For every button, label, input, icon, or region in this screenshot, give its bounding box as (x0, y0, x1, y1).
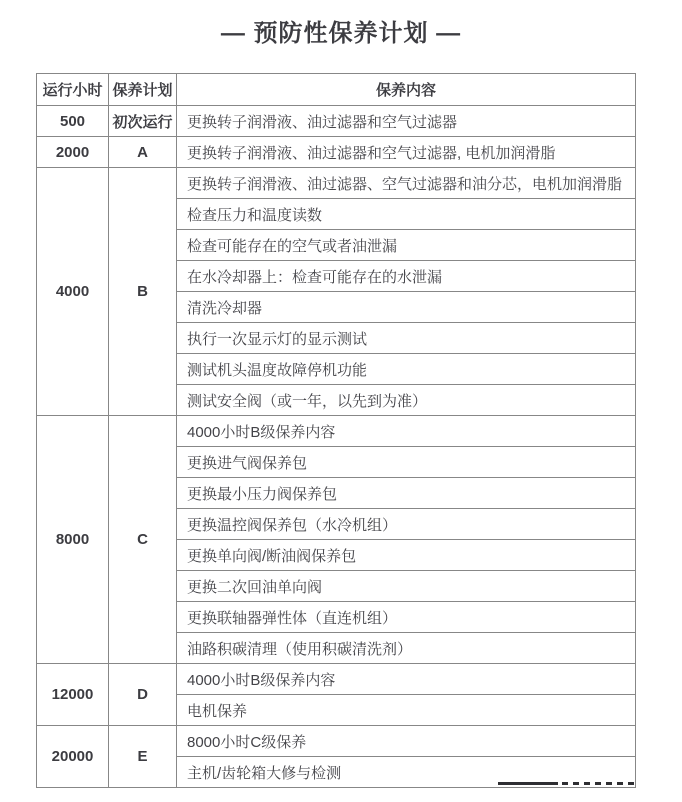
content-cell: 更换转子润滑液、油过滤器和空气过滤器 (177, 106, 636, 137)
table-row (37, 726, 636, 757)
content-cell: 在水冷却器上：检查可能存在的水泄漏 (177, 261, 636, 292)
content-cell: 4000小时B级保养内容 (177, 664, 636, 695)
clipped-watermark-fragment (498, 782, 636, 788)
header-plan: 保养计划 (109, 74, 177, 106)
hours-cell: 2000 (37, 137, 109, 168)
table-row (37, 168, 636, 199)
hours-cell: 500 (37, 106, 109, 137)
table-row (37, 664, 636, 695)
plan-cell: A (109, 137, 177, 168)
content-cell: 更换温控阀保养包（水冷机组） (177, 509, 636, 540)
watermark-dash-marks (562, 782, 636, 785)
content-cell: 更换最小压力阀保养包 (177, 478, 636, 509)
plan-cell: B (109, 168, 177, 416)
content-cell: 更换二次回油单向阀 (177, 571, 636, 602)
content-cell: 执行一次显示灯的显示测试 (177, 323, 636, 354)
content-cell: 更换转子润滑液、油过滤器和空气过滤器, 电机加润滑脂 (177, 137, 636, 168)
hours-cell: 4000 (37, 168, 109, 416)
content-cell: 清洗冷却器 (177, 292, 636, 323)
content-cell: 更换联轴器弹性体（直连机组） (177, 602, 636, 633)
header-hours: 运行小时 (37, 74, 109, 106)
content-cell: 电机保养 (177, 695, 636, 726)
table-row (37, 106, 636, 137)
hours-cell: 8000 (37, 416, 109, 664)
table-row (37, 137, 636, 168)
watermark-solid-mark (498, 782, 558, 785)
maintenance-schedule-table (36, 73, 636, 788)
content-cell: 测试安全阀（或一年，以先到为准） (177, 385, 636, 416)
content-cell: 8000小时C级保养 (177, 726, 636, 757)
content-cell: 主机/齿轮箱大修与检测 (177, 757, 636, 788)
table-row (37, 416, 636, 447)
plan-cell: D (109, 664, 177, 726)
header-row (37, 74, 636, 106)
header-content: 保养内容 (177, 74, 636, 106)
page-title: — 预防性保养计划 — (220, 20, 462, 47)
plan-cell: C (109, 416, 177, 664)
content-cell: 检查可能存在的空气或者油泄漏 (177, 230, 636, 261)
content-cell: 更换单向阀/断油阀保养包 (177, 540, 636, 571)
content-cell: 测试机头温度故障停机功能 (177, 354, 636, 385)
hours-cell: 12000 (37, 664, 109, 726)
plan-cell: 初次运行 (109, 106, 177, 137)
content-cell: 检查压力和温度读数 (177, 199, 636, 230)
hours-cell: 20000 (37, 726, 109, 788)
content-cell: 4000小时B级保养内容 (177, 416, 636, 447)
content-cell: 更换进气阀保养包 (177, 447, 636, 478)
content-cell: 油路积碳清理（使用积碳清洗剂） (177, 633, 636, 664)
plan-cell: E (109, 726, 177, 788)
content-cell: 更换转子润滑液、油过滤器、空气过滤器和油分芯，电机加润滑脂 (177, 168, 636, 199)
